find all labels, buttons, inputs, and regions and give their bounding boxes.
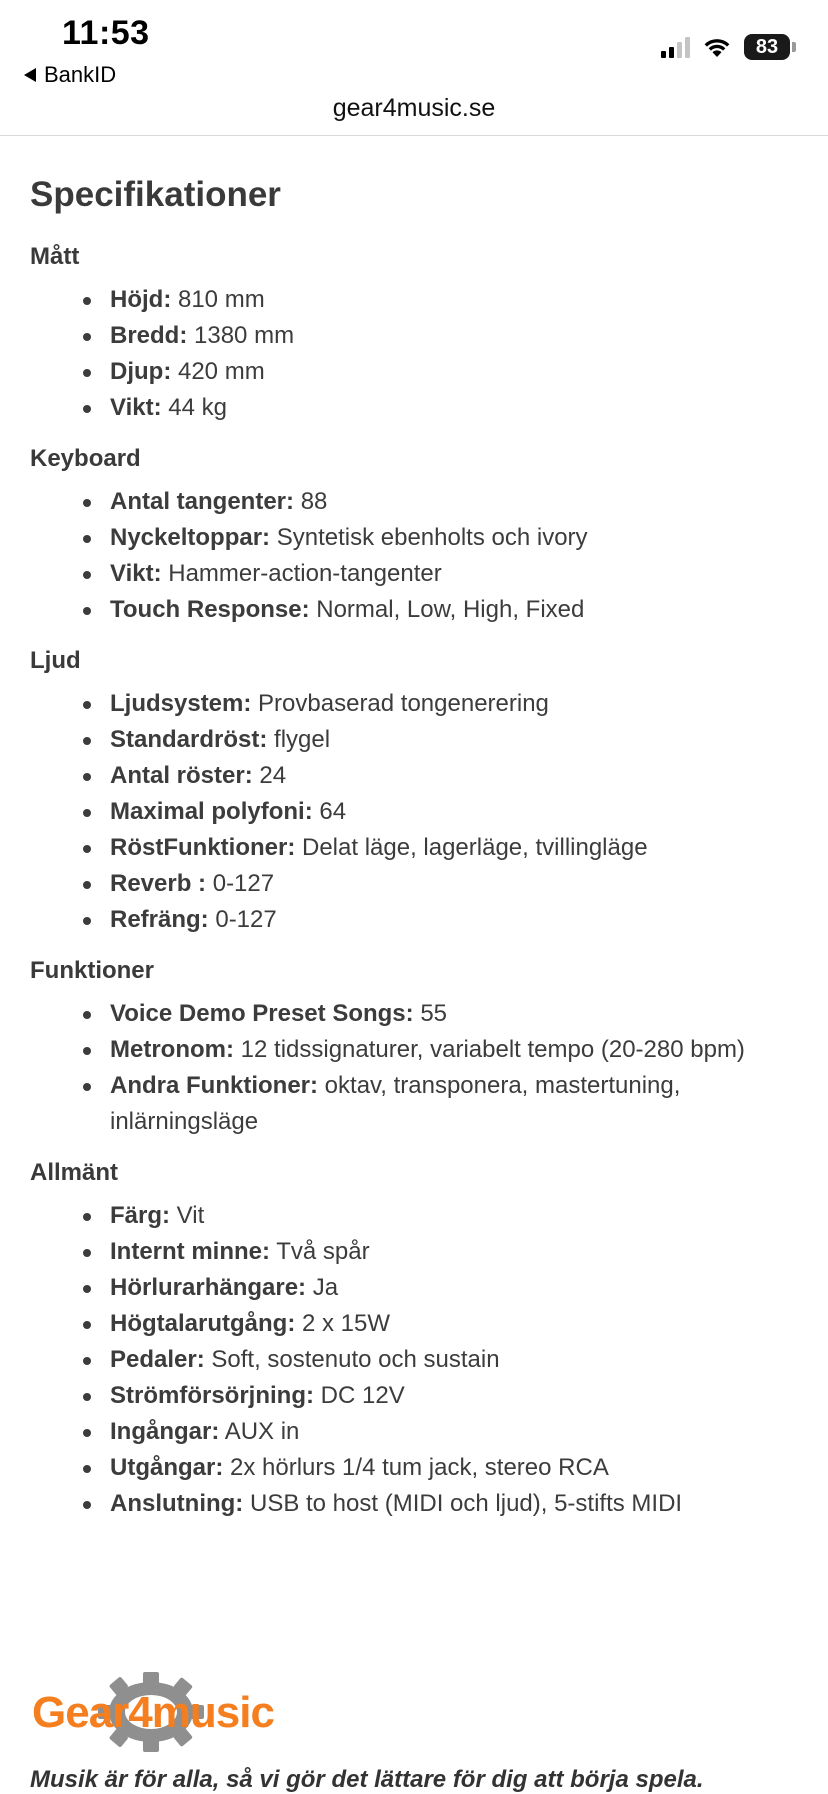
- spec-item-value: Normal, Low, High, Fixed: [316, 596, 585, 623]
- spec-item-label: Utgångar:: [110, 1454, 224, 1481]
- spec-item-label: Reverb :: [110, 870, 207, 897]
- spec-section: [30, 1156, 810, 1522]
- wifi-icon: [702, 36, 732, 58]
- spec-item-value: Två spår: [276, 1238, 370, 1265]
- spec-item-label: Antal tangenter:: [110, 488, 295, 515]
- spec-item-value: 64: [319, 798, 347, 825]
- spec-item-label: Maximal polyfoni:: [110, 798, 313, 825]
- spec-list: [30, 996, 810, 1140]
- spec-item: [110, 830, 810, 866]
- spec-item-value: Vit: [176, 1202, 205, 1229]
- spec-item-label: Ingångar:: [110, 1418, 220, 1445]
- spec-item-label: Vikt:: [110, 394, 162, 421]
- spec-list: [30, 282, 810, 426]
- spec-list: [30, 1198, 810, 1522]
- spec-item-label: Bredd:: [110, 322, 188, 349]
- spec-item: [110, 484, 810, 520]
- status-time: 11:53: [62, 14, 150, 52]
- spec-item-value: Provbaserad tongenerering: [258, 690, 549, 717]
- spec-item-value: 12 tidssignaturer, variabelt tempo (20-280 bpm): [240, 1036, 745, 1063]
- spec-section-heading: Keyboard: [30, 445, 141, 472]
- spec-section-heading: Ljud: [30, 647, 81, 674]
- spec-item-value: Soft, sostenuto och sustain: [211, 1346, 500, 1373]
- back-to-app-button[interactable]: [24, 62, 116, 88]
- spec-item-label: Standardröst:: [110, 726, 268, 753]
- spec-item: [110, 902, 810, 938]
- spec-item-value: flygel: [274, 726, 331, 753]
- spec-item-value: 2 x 15W: [302, 1310, 391, 1337]
- spec-item-value: 0-127: [212, 870, 275, 897]
- spec-item-value: Syntetisk ebenholts och ivory: [276, 524, 588, 551]
- spec-section-heading: Allmänt: [30, 1159, 119, 1186]
- spec-section-heading: Mått: [30, 243, 80, 270]
- spec-item-value: 88: [300, 488, 328, 515]
- spec-item-label: Anslutning:: [110, 1490, 244, 1517]
- spec-item-label: Strömförsörjning:: [110, 1382, 314, 1409]
- spec-item: [110, 556, 810, 592]
- spec-item-label: Högtalarutgång:: [110, 1310, 296, 1337]
- spec-item-value: 44 kg: [168, 394, 227, 421]
- spec-item-value: DC 12V: [320, 1382, 405, 1409]
- system-icons: [661, 34, 796, 60]
- page-title: Specifikationer: [30, 175, 281, 214]
- spec-item-value: 2x hörlurs 1/4 tum jack, stereo RCA: [230, 1454, 609, 1481]
- spec-item: [110, 1270, 810, 1306]
- spec-item-value: oktav, transponera, mastertuning, inlärningsläge: [110, 1072, 681, 1135]
- status-bar: [0, 0, 828, 136]
- spec-item-label: Pedaler:: [110, 1346, 205, 1373]
- spec-item-label: Andra Funktioner:: [110, 1072, 318, 1099]
- spec-item: [110, 1450, 810, 1486]
- spec-item: [110, 1306, 810, 1342]
- spec-item: [110, 758, 810, 794]
- spec-item-label: RöstFunktioner:: [110, 834, 296, 861]
- spec-item: [110, 318, 810, 354]
- spec-item: [110, 1198, 810, 1234]
- spec-item: [110, 1234, 810, 1270]
- spec-item: [110, 866, 810, 902]
- spec-list: [30, 686, 810, 938]
- spec-item: [110, 592, 810, 628]
- spec-item: [110, 390, 810, 426]
- cellular-signal-icon: [661, 36, 690, 58]
- spec-list: [30, 484, 810, 628]
- spec-section: [30, 644, 810, 938]
- spec-item: [110, 794, 810, 830]
- spec-section: [30, 240, 810, 426]
- specifications-content: [30, 172, 810, 1538]
- spec-item: [110, 520, 810, 556]
- spec-item-label: Hörlurarhängare:: [110, 1274, 307, 1301]
- footer-tagline: Musik är för alla, så vi gör det lättare för dig att börja spela.: [30, 1766, 704, 1793]
- spec-section: [30, 954, 810, 1140]
- address-bar-url[interactable]: gear4music.se: [332, 94, 496, 122]
- spec-item: [110, 354, 810, 390]
- spec-item: [110, 996, 810, 1032]
- spec-item-label: Voice Demo Preset Songs:: [110, 1000, 414, 1027]
- spec-item-label: Internt minne:: [110, 1238, 270, 1265]
- spec-item-label: Refräng:: [110, 906, 209, 933]
- spec-item: [110, 722, 810, 758]
- spec-item: [110, 1414, 810, 1450]
- spec-item-value: USB to host (MIDI och ljud), 5-stifts MIDI: [249, 1490, 683, 1517]
- spec-item-value: 1380 mm: [194, 322, 295, 349]
- spec-item-label: Ljudsystem:: [110, 690, 252, 717]
- spec-item-label: Touch Response:: [110, 596, 310, 623]
- spec-item: [110, 686, 810, 722]
- spec-item-label: Färg:: [110, 1202, 170, 1229]
- spec-item-label: Höjd:: [110, 286, 172, 313]
- spec-item-label: Vikt:: [110, 560, 162, 587]
- spec-item-value: Ja: [312, 1274, 339, 1301]
- back-arrow-icon: [24, 68, 36, 82]
- spec-item: [110, 1032, 810, 1068]
- spec-item: [110, 1068, 810, 1140]
- spec-item-value: Delat läge, lagerläge, tvillingläge: [302, 834, 648, 861]
- spec-item-label: Metronom:: [110, 1036, 234, 1063]
- spec-item-value: 0-127: [215, 906, 277, 933]
- spec-item: [110, 1486, 810, 1522]
- spec-item-label: Djup:: [110, 358, 172, 385]
- spec-item-value: Hammer-action-tangenter: [168, 560, 442, 587]
- battery-level: 83: [744, 34, 790, 60]
- spec-item-value: AUX in: [224, 1418, 300, 1445]
- spec-section-heading: Funktioner: [30, 957, 154, 984]
- spec-sections: [30, 240, 810, 1522]
- back-app-label: BankID: [44, 62, 117, 87]
- gear4music-logo[interactable]: [30, 1662, 310, 1758]
- spec-item: [110, 1342, 810, 1378]
- spec-item-label: Nyckeltoppar:: [110, 524, 271, 551]
- spec-section: [30, 442, 810, 628]
- spec-item-value: 24: [259, 762, 287, 789]
- spec-item-value: 55: [420, 1000, 448, 1027]
- spec-item-label: Antal röster:: [110, 762, 253, 789]
- battery-icon: [744, 34, 796, 60]
- spec-item-value: 420 mm: [177, 358, 265, 385]
- spec-item: [110, 1378, 810, 1414]
- logo-text: Gear4music: [32, 1688, 274, 1737]
- spec-item: [110, 282, 810, 318]
- spec-item-value: 810 mm: [177, 286, 265, 313]
